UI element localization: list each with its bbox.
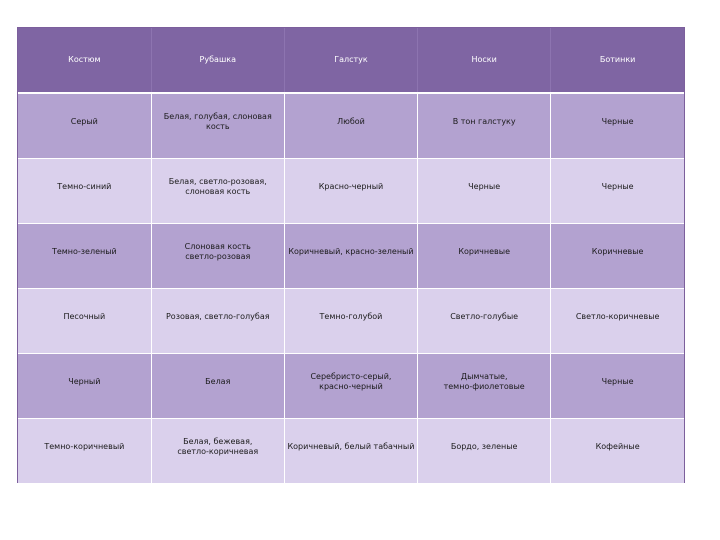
table-cell-shirt: Белая, голубая, слоновая кость: [151, 93, 284, 158]
table-cell-tie: Коричневый, белый табачный: [284, 418, 417, 483]
header-suit: Костюм: [18, 28, 151, 93]
header-shirt: Рубашка: [151, 28, 284, 93]
table-cell-shirt: Белая, бежевая, светло-коричневая: [151, 418, 284, 483]
table-cell-socks: Дымчатые, темно-фиолетовые: [418, 353, 551, 418]
table-cell-tie: Темно-голубой: [284, 288, 417, 353]
header-tie: Галстук: [284, 28, 417, 93]
attire-table: [18, 28, 684, 483]
table-cell-tie: Любой: [284, 93, 417, 158]
table-cell-shoes: Черные: [551, 93, 684, 158]
header-shoes: Ботинки: [551, 28, 684, 93]
table-cell-socks: Черные: [418, 158, 551, 223]
table-cell-shoes: Черные: [551, 353, 684, 418]
attire-table-container: [17, 27, 685, 483]
table-cell-suit: Темно-синий: [18, 158, 151, 223]
table-cell-suit: Серый: [18, 93, 151, 158]
table-cell-shirt: Слоновая кость светло-розовая: [151, 223, 284, 288]
table-cell-shoes: Кофейные: [551, 418, 684, 483]
table-cell-shirt: Розовая, светло-голубая: [151, 288, 284, 353]
table-cell-shirt: Белая, светло-розовая, слоновая кость: [151, 158, 284, 223]
table-cell-shoes: Светло-коричневые: [551, 288, 684, 353]
table-cell-suit: Темно-коричневый: [18, 418, 151, 483]
table-cell-shoes: Черные: [551, 158, 684, 223]
table-cell-tie: Красно-черный: [284, 158, 417, 223]
table-header-row: [18, 28, 684, 93]
table-cell-shoes: Коричневые: [551, 223, 684, 288]
table-cell-socks: Бордо, зеленые: [418, 418, 551, 483]
table-row: [18, 158, 684, 223]
table-cell-suit: Темно-зеленый: [18, 223, 151, 288]
table-cell-suit: Черный: [18, 353, 151, 418]
table-row: [18, 288, 684, 353]
table-cell-socks: Коричневые: [418, 223, 551, 288]
table-row: [18, 93, 684, 158]
table-row: [18, 418, 684, 483]
table-cell-socks: В тон галстуку: [418, 93, 551, 158]
header-socks: Носки: [418, 28, 551, 93]
table-cell-socks: Светло-голубые: [418, 288, 551, 353]
table-cell-tie: Коричневый, красно-зеленый: [284, 223, 417, 288]
table-cell-tie: Серебристо-серый, красно-черный: [284, 353, 417, 418]
table-cell-suit: Песочный: [18, 288, 151, 353]
table-cell-shirt: Белая: [151, 353, 284, 418]
table-row: [18, 353, 684, 418]
table-row: [18, 223, 684, 288]
